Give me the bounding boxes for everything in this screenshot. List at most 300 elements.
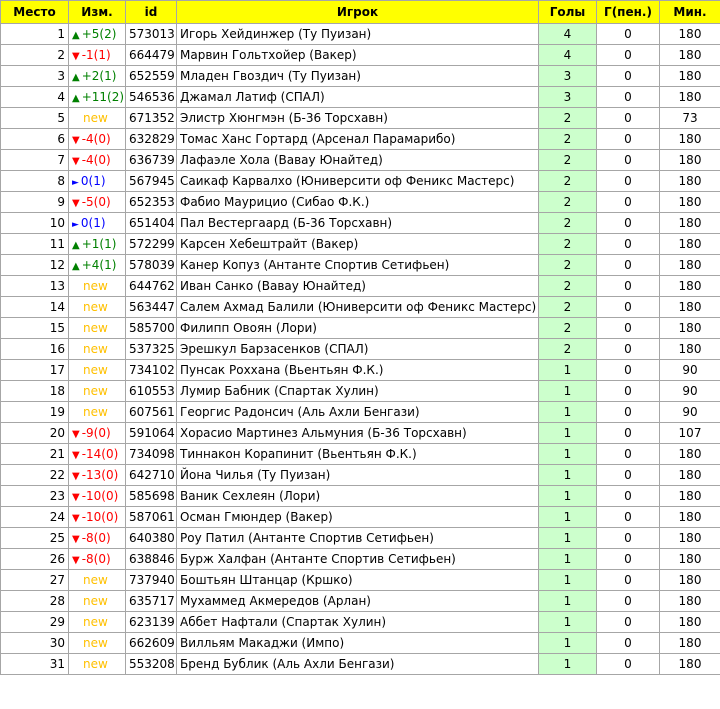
goals-cell: 1 <box>539 570 597 591</box>
place-cell: 2 <box>1 45 69 66</box>
place-cell: 28 <box>1 591 69 612</box>
place-cell: 22 <box>1 465 69 486</box>
change-cell <box>69 402 126 423</box>
table-row[interactable] <box>1 360 720 381</box>
min-cell: 107 <box>660 423 720 444</box>
pen-cell: 0 <box>597 276 660 297</box>
id-cell: 671352 <box>126 108 177 129</box>
change-value: -13(0) <box>81 468 119 482</box>
goals-cell: 2 <box>539 213 597 234</box>
place-cell: 17 <box>1 360 69 381</box>
player-cell: Лумир Бабник (Спартак Хулин) <box>177 381 539 402</box>
pen-cell: 0 <box>597 465 660 486</box>
down-arrow-icon: ▼ <box>72 135 80 146</box>
goals-cell: 1 <box>539 360 597 381</box>
change-cell <box>69 360 126 381</box>
min-cell: 180 <box>660 507 720 528</box>
player-cell: Бренд Бублик (Аль Ахли Бенгази) <box>177 654 539 675</box>
min-cell: 180 <box>660 171 720 192</box>
id-cell: 664479 <box>126 45 177 66</box>
id-cell: 585700 <box>126 318 177 339</box>
id-cell: 644762 <box>126 276 177 297</box>
pen-cell: 0 <box>597 297 660 318</box>
goals-cell: 1 <box>539 549 597 570</box>
min-cell: 180 <box>660 570 720 591</box>
place-cell: 23 <box>1 486 69 507</box>
change-value: new <box>83 615 108 629</box>
change-cell <box>69 276 126 297</box>
id-cell: 662609 <box>126 633 177 654</box>
down-arrow-icon: ▼ <box>72 51 80 62</box>
pen-cell: 0 <box>597 213 660 234</box>
min-cell: 90 <box>660 402 720 423</box>
change-cell <box>69 465 126 486</box>
down-arrow-icon: ▼ <box>72 534 80 545</box>
goals-cell: 1 <box>539 654 597 675</box>
min-cell: 180 <box>660 213 720 234</box>
change-cell <box>69 444 126 465</box>
change-value: new <box>83 636 108 650</box>
id-cell: 652559 <box>126 66 177 87</box>
min-cell: 180 <box>660 276 720 297</box>
change-value: new <box>83 594 108 608</box>
change-cell <box>69 234 126 255</box>
id-cell: 572299 <box>126 234 177 255</box>
id-cell: 734102 <box>126 360 177 381</box>
pen-cell: 0 <box>597 66 660 87</box>
change-value: -10(0) <box>81 489 119 503</box>
change-cell <box>69 507 126 528</box>
table-row[interactable] <box>1 108 720 129</box>
id-cell: 734098 <box>126 444 177 465</box>
min-cell: 180 <box>660 528 720 549</box>
table-row[interactable] <box>1 66 720 87</box>
table-row[interactable] <box>1 213 720 234</box>
goals-cell: 1 <box>539 528 597 549</box>
goals-cell: 1 <box>539 423 597 444</box>
change-cell <box>69 612 126 633</box>
table-row[interactable] <box>1 423 720 444</box>
goals-cell: 2 <box>539 339 597 360</box>
min-cell: 90 <box>660 381 720 402</box>
table-row[interactable] <box>1 24 720 45</box>
goals-cell: 1 <box>539 465 597 486</box>
pen-cell: 0 <box>597 234 660 255</box>
change-cell <box>69 570 126 591</box>
right-arrow-icon: ► <box>72 220 79 230</box>
table-row[interactable] <box>1 486 720 507</box>
min-cell: 180 <box>660 192 720 213</box>
id-cell: 567945 <box>126 171 177 192</box>
pen-cell: 0 <box>597 591 660 612</box>
player-cell: Салем Ахмад Балили (Юниверсити оф Феникс Мастерс) <box>177 297 539 318</box>
id-cell: 573013 <box>126 24 177 45</box>
goals-cell: 4 <box>539 24 597 45</box>
pen-cell: 0 <box>597 171 660 192</box>
change-value: +11(2) <box>81 90 125 104</box>
table-row[interactable] <box>1 339 720 360</box>
place-cell: 9 <box>1 192 69 213</box>
header-row <box>1 1 720 24</box>
table-row[interactable] <box>1 381 720 402</box>
player-cell: Марвин Гольтхойер (Вакер) <box>177 45 539 66</box>
place-cell: 4 <box>1 87 69 108</box>
min-cell: 180 <box>660 633 720 654</box>
min-cell: 180 <box>660 654 720 675</box>
id-cell: 640380 <box>126 528 177 549</box>
table-row[interactable] <box>1 528 720 549</box>
id-cell: 563447 <box>126 297 177 318</box>
change-cell <box>69 66 126 87</box>
pen-cell: 0 <box>597 570 660 591</box>
down-arrow-icon: ▼ <box>72 156 80 167</box>
id-cell: 553208 <box>126 654 177 675</box>
min-cell: 180 <box>660 444 720 465</box>
goals-cell: 4 <box>539 45 597 66</box>
place-cell: 16 <box>1 339 69 360</box>
pen-cell: 0 <box>597 402 660 423</box>
id-cell: 537325 <box>126 339 177 360</box>
pen-cell: 0 <box>597 507 660 528</box>
table-row[interactable] <box>1 444 720 465</box>
player-cell: Осман Гмюндер (Вакер) <box>177 507 539 528</box>
change-cell <box>69 633 126 654</box>
goals-cell: 2 <box>539 276 597 297</box>
player-cell: Вилльям Макаджи (Импо) <box>177 633 539 654</box>
change-value: new <box>83 279 108 293</box>
player-cell: Боштьян Штанцар (Кршко) <box>177 570 539 591</box>
change-cell <box>69 486 126 507</box>
goals-cell: 2 <box>539 150 597 171</box>
up-arrow-icon: ▲ <box>72 240 80 251</box>
change-value: -4(0) <box>81 132 111 146</box>
up-arrow-icon: ▲ <box>72 93 80 104</box>
id-cell: 635717 <box>126 591 177 612</box>
goals-cell: 1 <box>539 633 597 654</box>
place-cell: 12 <box>1 255 69 276</box>
min-cell: 180 <box>660 45 720 66</box>
goals-cell: 2 <box>539 192 597 213</box>
place-cell: 20 <box>1 423 69 444</box>
place-cell: 14 <box>1 297 69 318</box>
goals-cell: 2 <box>539 129 597 150</box>
pen-cell: 0 <box>597 654 660 675</box>
player-cell: Йона Чилья (Ту Пуизан) <box>177 465 539 486</box>
down-arrow-icon: ▼ <box>72 492 80 503</box>
goals-cell: 2 <box>539 108 597 129</box>
pen-cell: 0 <box>597 612 660 633</box>
place-cell: 27 <box>1 570 69 591</box>
place-cell: 11 <box>1 234 69 255</box>
pen-cell: 0 <box>597 486 660 507</box>
header-change[interactable]: Изм. <box>69 1 126 24</box>
min-cell: 180 <box>660 465 720 486</box>
table-row[interactable] <box>1 465 720 486</box>
min-cell: 180 <box>660 339 720 360</box>
table-row[interactable] <box>1 633 720 654</box>
place-cell: 15 <box>1 318 69 339</box>
min-cell: 180 <box>660 297 720 318</box>
change-cell <box>69 129 126 150</box>
min-cell: 180 <box>660 234 720 255</box>
id-cell: 638846 <box>126 549 177 570</box>
change-value: new <box>83 321 108 335</box>
id-cell: 585698 <box>126 486 177 507</box>
header-player[interactable]: Игрок <box>177 1 539 24</box>
min-cell: 180 <box>660 87 720 108</box>
change-value: new <box>83 405 108 419</box>
change-value: +5(2) <box>81 27 117 41</box>
min-cell: 180 <box>660 66 720 87</box>
change-value: new <box>83 111 108 125</box>
place-cell: 1 <box>1 24 69 45</box>
goals-cell: 3 <box>539 87 597 108</box>
change-cell <box>69 213 126 234</box>
pen-cell: 0 <box>597 45 660 66</box>
id-cell: 632829 <box>126 129 177 150</box>
player-cell: Роу Патил (Антанте Спортив Сетифьен) <box>177 528 539 549</box>
goals-cell: 2 <box>539 318 597 339</box>
player-cell: Тиннакон Корапинит (Вьентьян Ф.К.) <box>177 444 539 465</box>
header-goals[interactable]: Голы <box>539 1 597 24</box>
table-row[interactable] <box>1 150 720 171</box>
player-cell: Аббет Нафтали (Спартак Хулин) <box>177 612 539 633</box>
table-row[interactable] <box>1 171 720 192</box>
id-cell: 607561 <box>126 402 177 423</box>
min-cell: 180 <box>660 255 720 276</box>
table-row[interactable] <box>1 612 720 633</box>
min-cell: 180 <box>660 24 720 45</box>
id-cell: 578039 <box>126 255 177 276</box>
id-cell: 610553 <box>126 381 177 402</box>
place-cell: 21 <box>1 444 69 465</box>
place-cell: 25 <box>1 528 69 549</box>
place-cell: 18 <box>1 381 69 402</box>
up-arrow-icon: ▲ <box>72 72 80 83</box>
change-cell <box>69 423 126 444</box>
table-row[interactable] <box>1 276 720 297</box>
pen-cell: 0 <box>597 87 660 108</box>
pen-cell: 0 <box>597 129 660 150</box>
change-value: -9(0) <box>81 426 111 440</box>
table-row[interactable] <box>1 570 720 591</box>
change-cell <box>69 24 126 45</box>
place-cell: 26 <box>1 549 69 570</box>
table-row[interactable] <box>1 549 720 570</box>
player-cell: Эрешкул Барзасенков (СПАЛ) <box>177 339 539 360</box>
table-row[interactable] <box>1 129 720 150</box>
pen-cell: 0 <box>597 108 660 129</box>
pen-cell: 0 <box>597 192 660 213</box>
player-cell: Бурж Халфан (Антанте Спортив Сетифьен) <box>177 549 539 570</box>
table-row[interactable] <box>1 591 720 612</box>
header-place[interactable]: Место <box>1 1 69 24</box>
player-cell: Пал Вестергаард (Б-36 Торсхавн) <box>177 213 539 234</box>
pen-cell: 0 <box>597 24 660 45</box>
min-cell: 180 <box>660 486 720 507</box>
change-cell <box>69 297 126 318</box>
player-cell: Карсен Хебештрайт (Вакер) <box>177 234 539 255</box>
change-cell <box>69 318 126 339</box>
change-cell <box>69 591 126 612</box>
player-cell: Элистр Хюнгмэн (Б-36 Торсхавн) <box>177 108 539 129</box>
goals-cell: 1 <box>539 612 597 633</box>
change-value: 0(1) <box>80 174 106 188</box>
id-cell: 652353 <box>126 192 177 213</box>
header-min[interactable]: Мин. <box>660 1 720 24</box>
pen-cell: 0 <box>597 528 660 549</box>
change-cell <box>69 87 126 108</box>
place-cell: 13 <box>1 276 69 297</box>
down-arrow-icon: ▼ <box>72 471 80 482</box>
place-cell: 7 <box>1 150 69 171</box>
id-cell: 623139 <box>126 612 177 633</box>
player-cell: Иван Санко (Вавау Юнайтед) <box>177 276 539 297</box>
pen-cell: 0 <box>597 150 660 171</box>
player-cell: Пунсак Роххана (Вьентьян Ф.К.) <box>177 360 539 381</box>
change-value: -8(0) <box>81 531 111 545</box>
goals-cell: 2 <box>539 171 597 192</box>
place-cell: 24 <box>1 507 69 528</box>
place-cell: 31 <box>1 654 69 675</box>
change-value: -5(0) <box>81 195 111 209</box>
place-cell: 10 <box>1 213 69 234</box>
change-value: new <box>83 573 108 587</box>
player-cell: Младен Гвоздич (Ту Пуизан) <box>177 66 539 87</box>
id-cell: 546536 <box>126 87 177 108</box>
change-cell <box>69 549 126 570</box>
right-arrow-icon: ► <box>72 178 79 188</box>
up-arrow-icon: ▲ <box>72 261 80 272</box>
goals-cell: 1 <box>539 402 597 423</box>
table-row[interactable] <box>1 654 720 675</box>
table-row[interactable] <box>1 255 720 276</box>
change-value: +1(1) <box>81 237 117 251</box>
player-cell: Филипп Овоян (Лори) <box>177 318 539 339</box>
table-row[interactable] <box>1 507 720 528</box>
min-cell: 73 <box>660 108 720 129</box>
player-cell: Саикаф Карвалхо (Юниверсити оф Феникс Мастерс) <box>177 171 539 192</box>
change-cell <box>69 45 126 66</box>
pen-cell: 0 <box>597 339 660 360</box>
down-arrow-icon: ▼ <box>72 198 80 209</box>
up-arrow-icon: ▲ <box>72 30 80 41</box>
change-cell <box>69 192 126 213</box>
change-value: -10(0) <box>81 510 119 524</box>
min-cell: 90 <box>660 360 720 381</box>
change-value: +4(1) <box>81 258 117 272</box>
change-value: new <box>83 300 108 314</box>
player-cell: Томас Ханс Гортард (Арсенал Парамарибо) <box>177 129 539 150</box>
change-value: 0(1) <box>80 216 106 230</box>
player-cell: Ваник Сехлеян (Лори) <box>177 486 539 507</box>
change-value: -14(0) <box>81 447 119 461</box>
place-cell: 5 <box>1 108 69 129</box>
place-cell: 3 <box>1 66 69 87</box>
pen-cell: 0 <box>597 255 660 276</box>
table-row[interactable] <box>1 234 720 255</box>
goals-cell: 1 <box>539 486 597 507</box>
place-cell: 6 <box>1 129 69 150</box>
change-cell <box>69 654 126 675</box>
change-value: -8(0) <box>81 552 111 566</box>
place-cell: 29 <box>1 612 69 633</box>
player-cell: Лафаэле Хола (Вавау Юнайтед) <box>177 150 539 171</box>
player-cell: Игорь Хейдинжер (Ту Пуизан) <box>177 24 539 45</box>
header-pen[interactable]: Г(пен.) <box>597 1 660 24</box>
id-cell: 651404 <box>126 213 177 234</box>
pen-cell: 0 <box>597 444 660 465</box>
pen-cell: 0 <box>597 423 660 444</box>
table-row[interactable] <box>1 87 720 108</box>
table-row[interactable] <box>1 318 720 339</box>
goals-cell: 1 <box>539 444 597 465</box>
goals-cell: 1 <box>539 591 597 612</box>
goals-cell: 2 <box>539 297 597 318</box>
goals-cell: 1 <box>539 507 597 528</box>
header-id[interactable]: id <box>126 1 177 24</box>
min-cell: 180 <box>660 549 720 570</box>
pen-cell: 0 <box>597 360 660 381</box>
min-cell: 180 <box>660 612 720 633</box>
table-row[interactable] <box>1 45 720 66</box>
change-value: new <box>83 363 108 377</box>
id-cell: 642710 <box>126 465 177 486</box>
change-cell <box>69 528 126 549</box>
player-cell: Джамал Латиф (СПАЛ) <box>177 87 539 108</box>
min-cell: 180 <box>660 318 720 339</box>
id-cell: 737940 <box>126 570 177 591</box>
table-row[interactable] <box>1 297 720 318</box>
id-cell: 587061 <box>126 507 177 528</box>
change-cell <box>69 108 126 129</box>
player-cell: Мухаммед Акмередов (Арлан) <box>177 591 539 612</box>
change-value: new <box>83 657 108 671</box>
goals-cell: 2 <box>539 255 597 276</box>
change-value: +2(1) <box>81 69 117 83</box>
min-cell: 180 <box>660 150 720 171</box>
change-cell <box>69 150 126 171</box>
goals-cell: 3 <box>539 66 597 87</box>
goals-cell: 2 <box>539 234 597 255</box>
player-cell: Георгис Радонсич (Аль Ахли Бенгази) <box>177 402 539 423</box>
table-row[interactable] <box>1 402 720 423</box>
change-value: -4(0) <box>81 153 111 167</box>
player-cell: Хорасио Мартинез Альмуния (Б-36 Торсхавн) <box>177 423 539 444</box>
down-arrow-icon: ▼ <box>72 513 80 524</box>
min-cell: 180 <box>660 591 720 612</box>
change-value: new <box>83 384 108 398</box>
place-cell: 30 <box>1 633 69 654</box>
id-cell: 591064 <box>126 423 177 444</box>
table-row[interactable] <box>1 192 720 213</box>
change-value: new <box>83 342 108 356</box>
player-cell: Канер Копуз (Антанте Спортив Сетифьен) <box>177 255 539 276</box>
change-cell <box>69 255 126 276</box>
down-arrow-icon: ▼ <box>72 450 80 461</box>
id-cell: 636739 <box>126 150 177 171</box>
goals-cell: 1 <box>539 381 597 402</box>
pen-cell: 0 <box>597 381 660 402</box>
pen-cell: 0 <box>597 549 660 570</box>
down-arrow-icon: ▼ <box>72 555 80 566</box>
change-cell <box>69 339 126 360</box>
change-cell <box>69 381 126 402</box>
pen-cell: 0 <box>597 318 660 339</box>
place-cell: 8 <box>1 171 69 192</box>
change-cell <box>69 171 126 192</box>
pen-cell: 0 <box>597 633 660 654</box>
